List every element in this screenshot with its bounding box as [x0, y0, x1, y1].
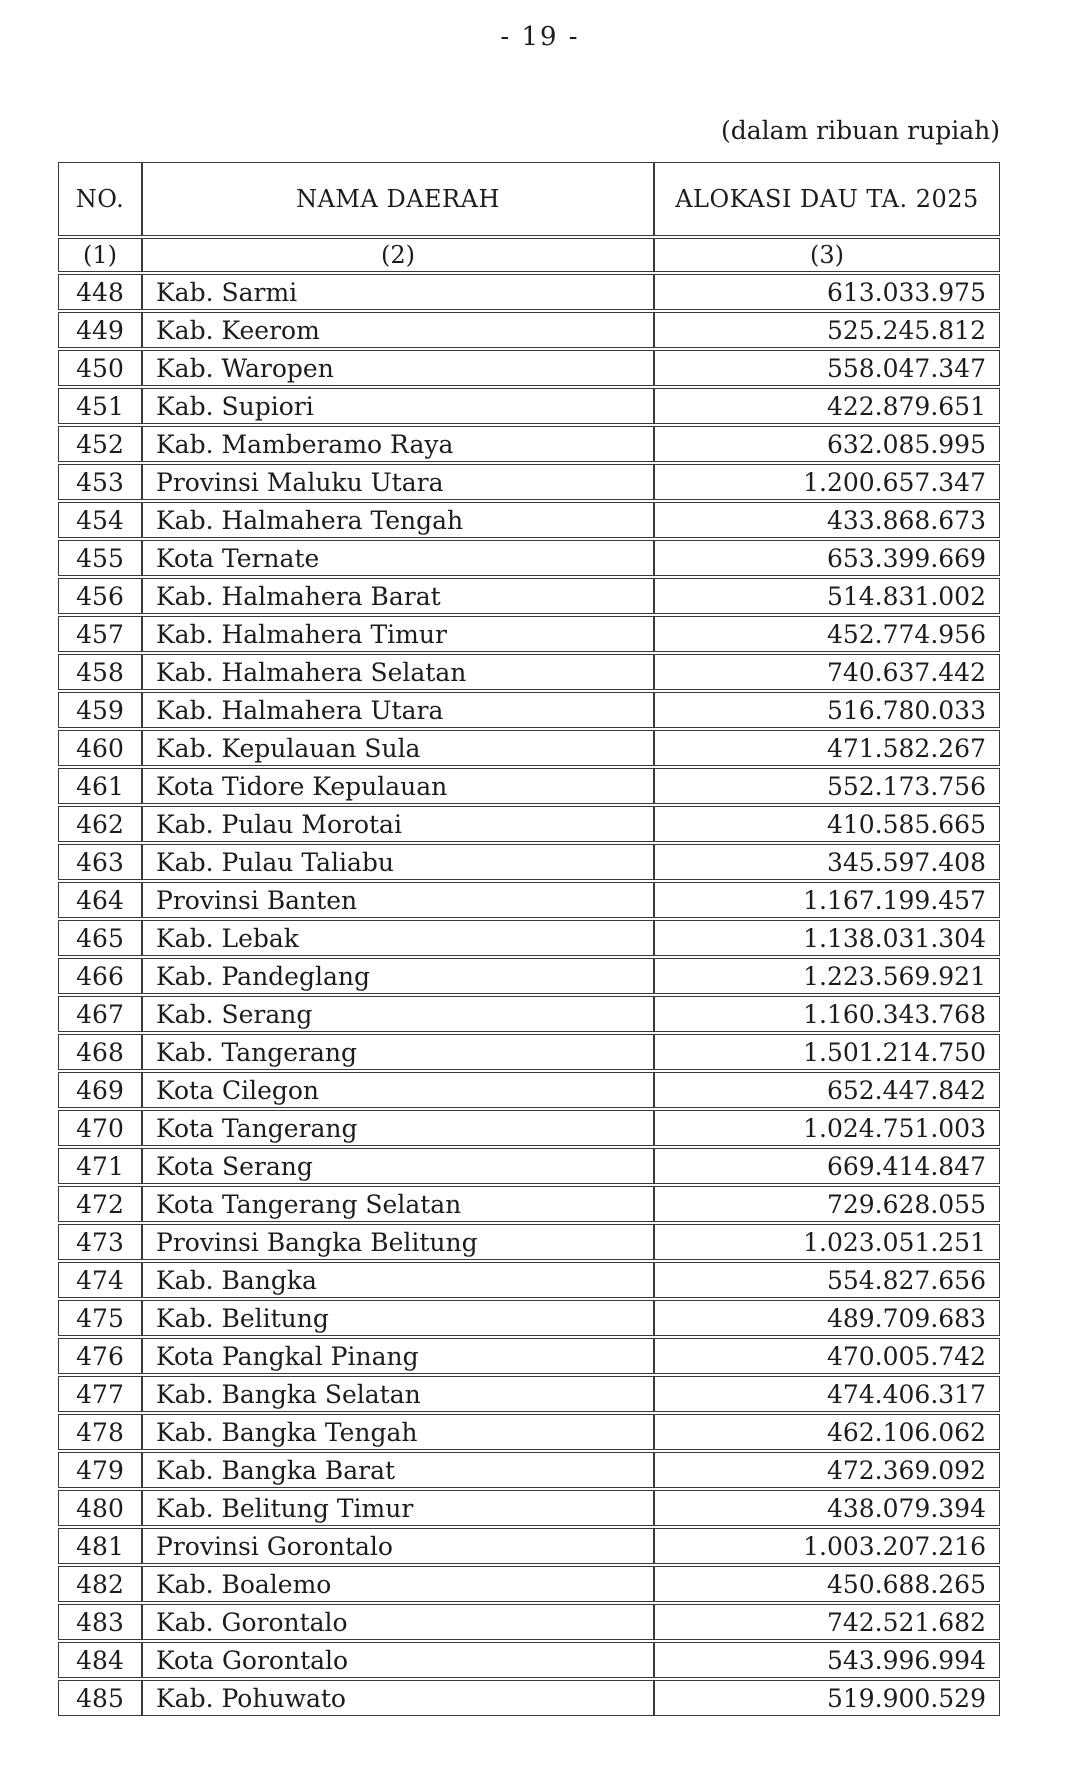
table-row [58, 502, 1000, 538]
row-name: Kab. Keerom [142, 312, 654, 348]
row-no: 479 [58, 1452, 142, 1488]
row-name: Kab. Bangka [142, 1262, 654, 1298]
table-row [58, 1072, 1000, 1108]
row-no: 469 [58, 1072, 142, 1108]
row-no: 452 [58, 426, 142, 462]
table-row [58, 1110, 1000, 1146]
row-no: 453 [58, 464, 142, 500]
row-name: Kab. Tangerang [142, 1034, 654, 1070]
row-allocation: 1.501.214.750 [654, 1034, 1000, 1070]
row-allocation: 740.637.442 [654, 654, 1000, 690]
row-allocation: 669.414.847 [654, 1148, 1000, 1184]
table-row [58, 540, 1000, 576]
row-name: Kab. Waropen [142, 350, 654, 386]
row-name: Provinsi Bangka Belitung [142, 1224, 654, 1260]
row-allocation: 653.399.669 [654, 540, 1000, 576]
table-row [58, 1338, 1000, 1374]
row-name: Kab. Pandeglang [142, 958, 654, 994]
table-row [58, 1566, 1000, 1602]
row-no: 460 [58, 730, 142, 766]
row-name: Kab. Belitung [142, 1300, 654, 1336]
row-name: Kab. Halmahera Utara [142, 692, 654, 728]
row-no: 485 [58, 1680, 142, 1716]
table-row [58, 1604, 1000, 1640]
row-name: Kab. Mamberamo Raya [142, 426, 654, 462]
table-row [58, 692, 1000, 728]
table-row [58, 1034, 1000, 1070]
row-allocation: 742.521.682 [654, 1604, 1000, 1640]
row-allocation: 438.079.394 [654, 1490, 1000, 1526]
col-index-1: (1) [58, 238, 142, 272]
row-name: Kab. Belitung Timur [142, 1490, 654, 1526]
row-no: 475 [58, 1300, 142, 1336]
table-row [58, 1224, 1000, 1260]
row-no: 463 [58, 844, 142, 880]
row-no: 471 [58, 1148, 142, 1184]
table-row [58, 1186, 1000, 1222]
row-allocation: 1.223.569.921 [654, 958, 1000, 994]
row-no: 459 [58, 692, 142, 728]
table-row [58, 426, 1000, 462]
table-row [58, 388, 1000, 424]
row-allocation: 652.447.842 [654, 1072, 1000, 1108]
row-no: 468 [58, 1034, 142, 1070]
row-no: 464 [58, 882, 142, 918]
row-no: 458 [58, 654, 142, 690]
row-no: 473 [58, 1224, 142, 1260]
row-allocation: 1.167.199.457 [654, 882, 1000, 918]
row-name: Kota Tangerang [142, 1110, 654, 1146]
row-no: 483 [58, 1604, 142, 1640]
row-name: Kab. Pulau Morotai [142, 806, 654, 842]
row-allocation: 558.047.347 [654, 350, 1000, 386]
row-name: Kab. Bangka Barat [142, 1452, 654, 1488]
row-allocation: 470.005.742 [654, 1338, 1000, 1374]
row-no: 484 [58, 1642, 142, 1678]
column-index-row [58, 238, 1000, 272]
row-name: Kab. Gorontalo [142, 1604, 654, 1640]
row-name: Provinsi Banten [142, 882, 654, 918]
row-allocation: 410.585.665 [654, 806, 1000, 842]
row-no: 450 [58, 350, 142, 386]
row-no: 474 [58, 1262, 142, 1298]
row-name: Kota Ternate [142, 540, 654, 576]
row-allocation: 433.868.673 [654, 502, 1000, 538]
row-no: 456 [58, 578, 142, 614]
unit-note: (dalam ribuan rupiah) [720, 116, 1000, 145]
row-allocation: 552.173.756 [654, 768, 1000, 804]
row-name: Kab. Lebak [142, 920, 654, 956]
row-allocation: 519.900.529 [654, 1680, 1000, 1716]
row-name: Kota Serang [142, 1148, 654, 1184]
table-row [58, 1680, 1000, 1716]
row-name: Kota Tangerang Selatan [142, 1186, 654, 1222]
table-row [58, 1148, 1000, 1184]
table-row [58, 730, 1000, 766]
row-no: 455 [58, 540, 142, 576]
table-row [58, 654, 1000, 690]
row-name: Kota Tidore Kepulauan [142, 768, 654, 804]
table-row [58, 312, 1000, 348]
col-header-nama-daerah: NAMA DAERAH [142, 162, 654, 236]
table-row [58, 806, 1000, 842]
table-row [58, 578, 1000, 614]
row-name: Kab. Bangka Tengah [142, 1414, 654, 1450]
table-row [58, 844, 1000, 880]
row-name: Kab. Kepulauan Sula [142, 730, 654, 766]
table-row [58, 464, 1000, 500]
row-allocation: 452.774.956 [654, 616, 1000, 652]
row-allocation: 543.996.994 [654, 1642, 1000, 1678]
col-index-2: (2) [142, 238, 654, 272]
row-no: 480 [58, 1490, 142, 1526]
row-allocation: 474.406.317 [654, 1376, 1000, 1412]
table-row [58, 350, 1000, 386]
table-row [58, 996, 1000, 1032]
table-row [58, 958, 1000, 994]
row-allocation: 472.369.092 [654, 1452, 1000, 1488]
row-name: Provinsi Maluku Utara [142, 464, 654, 500]
row-name: Kota Pangkal Pinang [142, 1338, 654, 1374]
row-allocation: 462.106.062 [654, 1414, 1000, 1450]
header-row [58, 162, 1000, 236]
col-header-alokasi-dau: ALOKASI DAU TA. 2025 [654, 162, 1000, 236]
table-body [58, 274, 1000, 1716]
row-no: 454 [58, 502, 142, 538]
table-row [58, 1642, 1000, 1678]
col-header-no: NO. [58, 162, 142, 236]
row-name: Kab. Bangka Selatan [142, 1376, 654, 1412]
table-row [58, 1452, 1000, 1488]
table-row [58, 1490, 1000, 1526]
row-name: Kab. Pohuwato [142, 1680, 654, 1716]
row-allocation: 1.138.031.304 [654, 920, 1000, 956]
row-allocation: 450.688.265 [654, 1566, 1000, 1602]
row-allocation: 514.831.002 [654, 578, 1000, 614]
row-name: Kab. Halmahera Tengah [142, 502, 654, 538]
table-row [58, 768, 1000, 804]
row-name: Kota Cilegon [142, 1072, 654, 1108]
row-name: Kab. Supiori [142, 388, 654, 424]
row-allocation: 1.024.751.003 [654, 1110, 1000, 1146]
row-name: Kab. Halmahera Selatan [142, 654, 654, 690]
row-allocation: 1.023.051.251 [654, 1224, 1000, 1260]
row-allocation: 422.879.651 [654, 388, 1000, 424]
row-no: 466 [58, 958, 142, 994]
row-name: Kab. Serang [142, 996, 654, 1032]
page-number: - 19 - [500, 22, 580, 52]
table-row [58, 1528, 1000, 1564]
row-allocation: 613.033.975 [654, 274, 1000, 310]
row-no: 482 [58, 1566, 142, 1602]
row-allocation: 729.628.055 [654, 1186, 1000, 1222]
table-row [58, 1262, 1000, 1298]
row-name: Kab. Boalemo [142, 1566, 654, 1602]
table-row [58, 1414, 1000, 1450]
row-allocation: 1.200.657.347 [654, 464, 1000, 500]
row-no: 462 [58, 806, 142, 842]
row-allocation: 345.597.408 [654, 844, 1000, 880]
table-row [58, 1376, 1000, 1412]
row-allocation: 554.827.656 [654, 1262, 1000, 1298]
row-no: 465 [58, 920, 142, 956]
row-name: Kab. Sarmi [142, 274, 654, 310]
row-name: Kota Gorontalo [142, 1642, 654, 1678]
row-allocation: 632.085.995 [654, 426, 1000, 462]
row-allocation: 516.780.033 [654, 692, 1000, 728]
row-allocation: 1.160.343.768 [654, 996, 1000, 1032]
row-no: 449 [58, 312, 142, 348]
row-no: 477 [58, 1376, 142, 1412]
row-name: Kab. Pulau Taliabu [142, 844, 654, 880]
table-row [58, 274, 1000, 310]
row-name: Kab. Halmahera Barat [142, 578, 654, 614]
table-row [58, 920, 1000, 956]
row-allocation: 471.582.267 [654, 730, 1000, 766]
row-no: 451 [58, 388, 142, 424]
table-row [58, 1300, 1000, 1336]
row-no: 476 [58, 1338, 142, 1374]
row-no: 457 [58, 616, 142, 652]
row-name: Provinsi Gorontalo [142, 1528, 654, 1564]
row-no: 467 [58, 996, 142, 1032]
row-no: 461 [58, 768, 142, 804]
allocation-table [58, 160, 1000, 1718]
row-allocation: 525.245.812 [654, 312, 1000, 348]
row-no: 481 [58, 1528, 142, 1564]
row-no: 470 [58, 1110, 142, 1146]
table-row [58, 882, 1000, 918]
row-allocation: 1.003.207.216 [654, 1528, 1000, 1564]
row-no: 448 [58, 274, 142, 310]
col-index-3: (3) [654, 238, 1000, 272]
row-no: 472 [58, 1186, 142, 1222]
row-name: Kab. Halmahera Timur [142, 616, 654, 652]
table-row [58, 616, 1000, 652]
row-allocation: 489.709.683 [654, 1300, 1000, 1336]
row-no: 478 [58, 1414, 142, 1450]
